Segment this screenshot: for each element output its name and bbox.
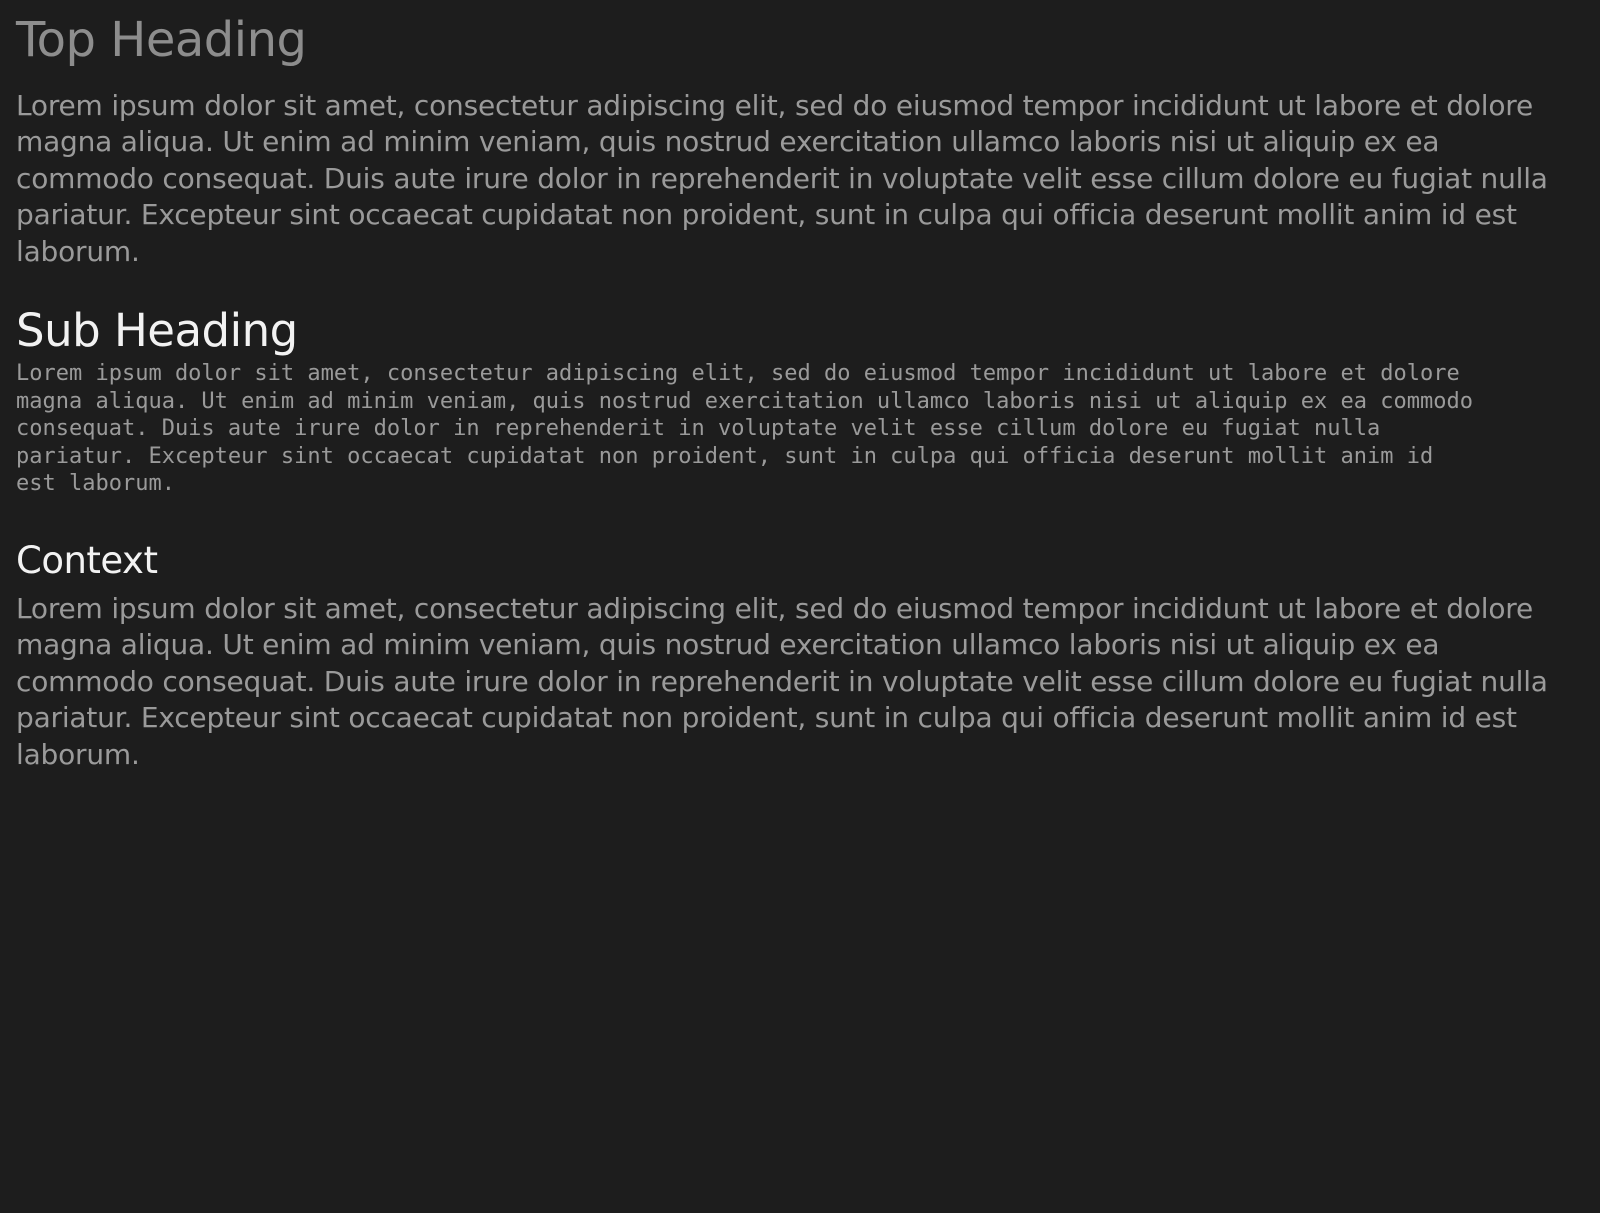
top-heading: Top Heading	[16, 12, 307, 68]
context-heading: Context	[16, 538, 158, 582]
intro-paragraph: Lorem ipsum dolor sit amet, consectetur adipiscing elit, sed do eiusmod tempor incididunt ut labore et dolore magna aliqua. Ut enim ad minim veniam, quis nostrud exercitation ullamco laboris nisi ut aliquip ex ea commodo consequat. Duis aute irure dolor in reprehenderit in voluptate velit esse cillum dolore eu fugiat nulla pariatur. Excepteur sint occaecat cupidatat non proident, sunt in culpa qui officia deserunt mollit anim id est laborum.	[16, 88, 1548, 268]
document-page	[0, 13, 1600, 1213]
sub-heading: Sub Heading	[16, 304, 298, 358]
mono-paragraph: Lorem ipsum dolor sit amet, consectetur adipiscing elit, sed do eiusmod tempor incididunt ut labore et dolore magna aliqua. Ut enim ad minim veniam, quis nostrud exercitation ullamco laboris nisi ut aliquip ex ea commodo consequat. Duis aute irure dolor in reprehenderit in voluptate velit esse cillum dolore eu fugiat nulla pariatur. Excepteur sint occaecat cupidatat non proident, sunt in culpa qui officia deserunt mollit anim id est laborum.	[16, 361, 1473, 497]
context-paragraph: Lorem ipsum dolor sit amet, consectetur adipiscing elit, sed do eiusmod tempor incididunt ut labore et dolore magna aliqua. Ut enim ad minim veniam, quis nostrud exercitation ullamco laboris nisi ut aliquip ex ea commodo consequat. Duis aute irure dolor in reprehenderit in voluptate velit esse cillum dolore eu fugiat nulla pariatur. Excepteur sint occaecat cupidatat non proident, sunt in culpa qui officia deserunt mollit anim id est laborum.	[16, 591, 1548, 771]
